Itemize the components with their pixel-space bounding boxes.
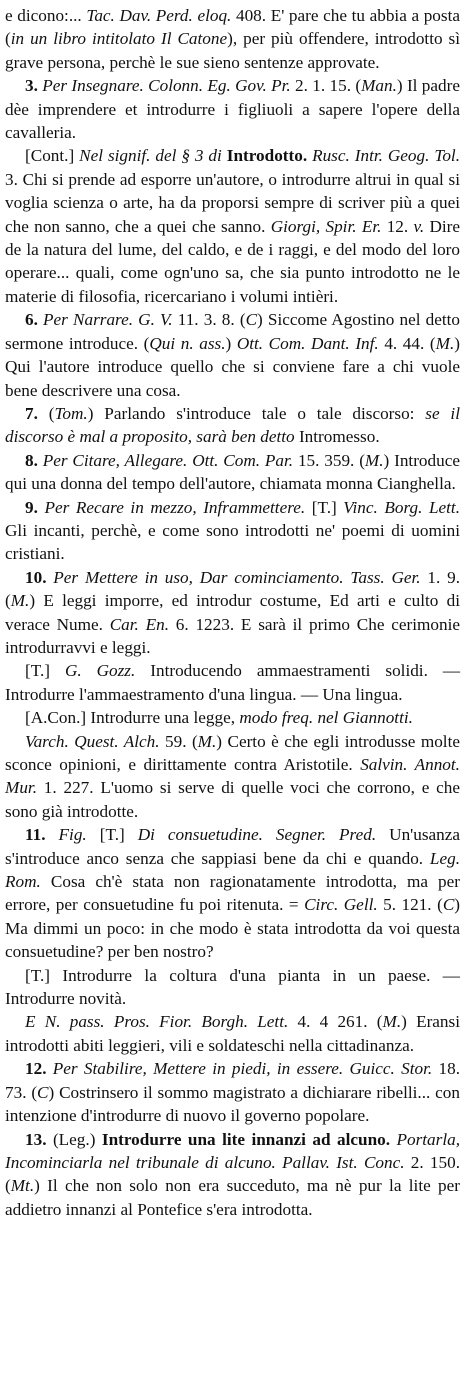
entry-paragraph — [5, 1010, 460, 1057]
body-text: 1. 227. L'uomo si serve di quelle voci che corrono, e che sono già introdotte. — [5, 778, 460, 821]
body-text: 3. Chi si prende ad esporre un'autore, o introdurre altrui in qual si voglia scienza o arte, ha da proporsi sempre di scriver più a quei che non sanno, che a quei che sanno. — [5, 169, 460, 236]
body-text: Un'usanza s'introduce anco senza che sappiasi bene da chi e quando. — [5, 825, 461, 868]
italic-text: Portarla, Incominciarla nel tribunale di alcuno. Pallav. Ist. Conc. — [5, 1129, 460, 1172]
italic-text: Ott. Com. Dant. Inf. — [236, 333, 379, 353]
body-text: (Leg.) — [46, 1129, 102, 1149]
body-text: 2. 150. ( — [5, 1152, 460, 1196]
bold-text: 10. — [25, 567, 47, 587]
italic-text: se il discorso è mal a proposito, sarà ben detto — [5, 403, 460, 447]
entry-paragraph — [5, 1057, 460, 1127]
body-text: Intromesso. — [294, 427, 380, 447]
bold-text: 8. — [25, 450, 38, 470]
entry-paragraph — [5, 74, 460, 144]
italic-text: Di consuetudine. Segner. Pred. — [137, 825, 377, 845]
entry-paragraph — [5, 496, 460, 566]
italic-text: Qui n. ass. — [149, 333, 226, 353]
entry-paragraph — [5, 706, 460, 729]
italic-text: Tom. — [54, 403, 88, 423]
entry-paragraph — [5, 823, 460, 963]
body-text: 18. 73. ( — [5, 1059, 461, 1102]
italic-text: M. — [382, 1012, 402, 1032]
body-text: ) Costrinsero il sommo magistrato a dichiarare ribelli... con intenzione d'introdurre di nuovo il governo popolare. — [5, 1082, 460, 1126]
entry-paragraph — [5, 1128, 460, 1222]
body-text: 15. 359. ( — [293, 450, 365, 470]
italic-text: Mt. — [10, 1176, 35, 1196]
italic-text: Nel signif. del § 3 di — [79, 146, 227, 166]
italic-text: M. — [10, 591, 30, 611]
body-text: [A.Con.] Introdurre una legge, — [25, 708, 240, 728]
bold-text: 7. — [25, 403, 38, 423]
body-text: ( — [37, 403, 55, 423]
italic-text: Giorgi, Spir. Er. — [270, 216, 382, 236]
body-text: Dire de la natura del lume, del caldo, e de i raggi, e del modo del loro operare... quali, come ogn'uno sa, che sia punto introdotto ne le materie di filosofia, ricercariano i volumi intièri. — [5, 216, 460, 306]
italic-text: Per Stabilire, Mettere in piedi, in essere. Guicc. Stor. — [46, 1059, 433, 1079]
bold-text: Introdotto. — [226, 146, 308, 166]
body-text: ) Ma dimmi un poco: in che modo è stata introdotta da voi questa consuetudine? per ben nostro? — [5, 895, 461, 962]
italic-text: v. — [413, 216, 425, 236]
italic-text: modo freq. nel Giannotti. — [239, 708, 413, 728]
body-text: 5. 121. ( — [377, 895, 443, 915]
italic-text: Vinc. Borg. Lett. — [343, 497, 461, 517]
italic-text: G. Gozz. — [64, 661, 136, 681]
body-text: ) Siccome Agostino nel detto sermone introduce. ( — [5, 310, 460, 353]
body-text: ) Introduce qui una donna del tempo dell'autore, chiamata monna Cianghella. — [5, 450, 460, 494]
italic-text: Per Citare, Allegare. Ott. Com. Par. — [37, 450, 294, 470]
italic-text: E N. pass. Pros. Fior. Borgh. Lett. — [25, 1012, 289, 1032]
italic-text: M. — [364, 450, 384, 470]
body-text: [T.] — [25, 661, 65, 681]
italic-text: Circ. Gell. — [304, 895, 378, 915]
italic-text: Salvin. Annot. Mur. — [5, 755, 460, 798]
body-text: Cosa ch'è stata non ragionatamente introdotta, ma per errore, per consuetudine fu poi ritenuta. = — [5, 872, 460, 915]
body-text: 2. 1. 15. ( — [290, 76, 362, 96]
body-text: ), per più offendere, introdotto sì grave persona, perchè le sue sieno sentenze approvate. — [5, 29, 460, 72]
entry-paragraph — [5, 308, 460, 402]
italic-text: C — [37, 1082, 49, 1102]
entry-paragraph — [5, 566, 460, 660]
body-text: ) Qui l'autore introduce quello che si conviene fare a chi vuole bene descrivere una cosa. — [5, 333, 460, 400]
body-text: ) Parlando s'introduce tale o tale discorso: — [87, 403, 426, 423]
body-text: ) Il che non solo non era succeduto, ma nè pur la lite per addietro innanzi al Pontefice s'era introdotta. — [5, 1176, 460, 1219]
entry-paragraph — [5, 964, 460, 1011]
italic-text: Per Recare in mezzo, Inframmettere. — [37, 497, 306, 517]
body-text: ) E leggi imporre, ed introdur costume, Ed arti e culto di verace Nume. — [5, 591, 460, 634]
entry-paragraph — [5, 144, 460, 308]
entry-paragraph — [5, 4, 460, 74]
italic-text: Per Narrare. G. V. — [37, 310, 173, 330]
body-text: 12. — [381, 216, 414, 236]
italic-text: in un libro intitolato Il Catone — [10, 29, 228, 49]
body-text: 59. ( — [159, 731, 198, 751]
body-text: e dicono:... — [5, 6, 87, 25]
italic-text: C — [245, 310, 258, 330]
italic-text: Rusc. Intr. Geog. Tol. — [307, 146, 460, 166]
body-text: [T.] — [305, 497, 344, 517]
entry-paragraph — [5, 402, 460, 449]
body-text: [T.] — [86, 825, 138, 845]
entry-paragraph — [5, 449, 460, 496]
body-text: 6. 1223. E sarà il primo Che cerimonie introdurravvi e leggi. — [5, 614, 460, 657]
entry-paragraph — [5, 730, 460, 824]
body-text: ) Il padre dèe imprendere et introdurre i figliuoli a sapere l'opere della cavalleria. — [5, 76, 460, 143]
body-text: Introducendo ammaestramenti solidi. — Introdurre l'ammaestramento d'una lingua. — Una lingua. — [5, 661, 461, 704]
bold-text: 3. — [25, 76, 38, 96]
italic-text: Car. En. — [109, 614, 170, 634]
italic-text: Tac. Dav. Perd. eloq. — [86, 6, 232, 25]
body-text: 4. 4 261. ( — [288, 1012, 383, 1032]
bold-text: 9. — [25, 497, 38, 517]
body-text: [T.] Introdurre la coltura d'una pianta in un paese. — Introdurre novità. — [5, 965, 460, 1009]
italic-text: Per Insegnare. Colonn. Eg. Gov. Pr. — [37, 76, 291, 96]
body-text: Gli incanti, perchè, e come sono introdotti ne' poemi di uomini cristiani. — [5, 520, 460, 564]
italic-text: M. — [435, 333, 455, 353]
italic-text: Varch. Quest. Alch. — [25, 731, 160, 751]
body-text: 4. 44. ( — [378, 333, 436, 353]
italic-text: M. — [197, 731, 217, 751]
italic-text: Fig. — [45, 825, 87, 845]
bold-text: Introdurre una lite innanzi ad alcuno. — [101, 1129, 391, 1149]
body-text: 1. 9. ( — [5, 567, 460, 611]
italic-text: Leg. Rom. — [5, 848, 460, 892]
italic-text: Per Mettere in uso, Dar cominciamento. Tass. Ger. — [46, 567, 421, 587]
bold-text: 12. — [25, 1059, 47, 1079]
body-text: ) Certo è che egli introdusse molte sconce opinioni, e dirittamente contra Aristotile. — [5, 731, 460, 774]
entry-paragraph — [5, 659, 460, 706]
body-text: ) Eransi introdotti abiti leggieri, vili e soldateschi nella cittadinanza. — [5, 1012, 460, 1055]
body-text: 11. 3. 8. ( — [172, 310, 246, 330]
italic-text: C — [442, 895, 455, 915]
bold-text: 11. — [25, 825, 46, 845]
bold-text: 6. — [25, 310, 38, 330]
body-text: 408. E' pare che tu abbia a posta ( — [5, 6, 460, 49]
body-text: [Cont.] — [25, 146, 80, 166]
bold-text: 13. — [25, 1129, 47, 1149]
italic-text: Man. — [361, 76, 397, 96]
body-text: ) — [225, 333, 237, 353]
